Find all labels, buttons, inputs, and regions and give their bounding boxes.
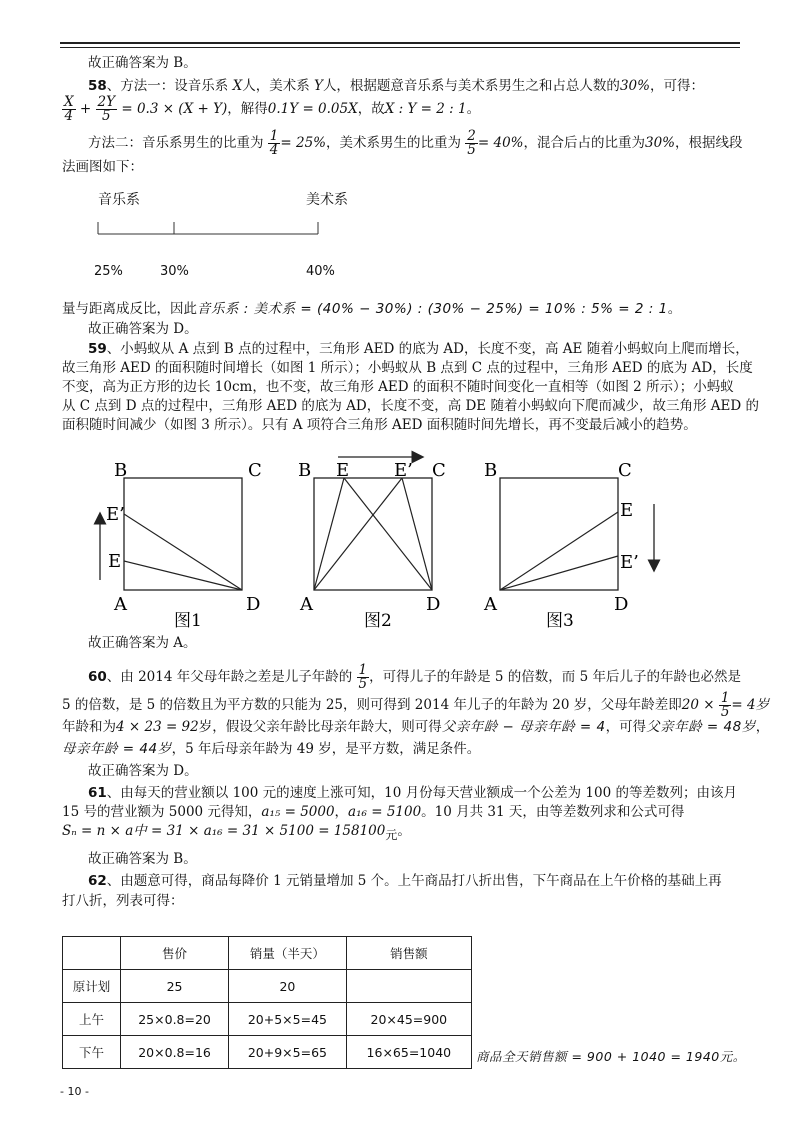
q60-line1: 60、由 2014 年父母年龄之差是儿子年龄的 $\frac{1}{5}$ ，可得儿子的年龄是 5 的倍数，而 5 年后儿子的年龄也必然是: [88, 662, 741, 692]
fraction: $\frac{X}{4}$: [64, 94, 74, 124]
caption-1: 图1: [174, 611, 202, 631]
q60-line2: 5 的倍数，是 5 的倍数且为平方数的只能为 25，则可得到 2014 年儿子的年龄为 20 岁，父母年龄差即20 × $\frac{1}{5}$ = 4岁: [62, 690, 770, 720]
q59-line1: 59、小蚂蚁从 A 点到 B 点的过程中，三角形 AED 的底为 AD，长度不变，高 AE 随着小蚂蚁向上爬而增长，: [88, 341, 749, 357]
table-cell: 20×45=900: [346, 1003, 471, 1036]
answer-59: 故正确答案为 A。: [88, 635, 197, 651]
q59-figures: [80, 448, 680, 638]
header-rule-thin: [60, 47, 740, 48]
figure-2: [298, 457, 446, 631]
q58-conclusion: 量与距离成反比，因此音乐系 : 美术系 = (40% − 30%) : (30% − 25%) = 10% : 5% = 2 : 1。: [62, 301, 682, 317]
answer-57: 故正确答案为 B。: [88, 55, 197, 71]
table-header-cell: 售价: [120, 937, 228, 970]
sales-table: [62, 936, 472, 1069]
table-cell: 20+5×5=45: [229, 1003, 347, 1036]
question-number: 61: [88, 785, 107, 801]
header-rule-thick: [60, 42, 740, 44]
q62-total: 商品全天销售额 = 900 + 1040 = 1940元。: [476, 1049, 746, 1064]
caption-3: 图3: [546, 611, 574, 631]
label-b: B: [298, 460, 312, 481]
label-e: E: [108, 551, 122, 572]
table-cell: 原计划: [63, 970, 121, 1003]
q59-line2: 故三角形 AED 的面积随时间增长（如图 1 所示）；小蚂蚁从 B 点到 C 点的过程中，三角形 AED 的底为 AD，长度: [62, 360, 753, 376]
table-cell: 20×0.8=16: [120, 1036, 228, 1069]
label-a: A: [300, 594, 313, 615]
q61-line1: 61、由每天的营业额以 100 元的速度上涨可知，10 月份每天营业额成一个公差为 100 的等差数列；由该月: [88, 785, 737, 801]
q58-line2: $\frac{X}{4}$ + $\frac{2Y}{5}$ = 0.3 × (X + Y)，解得0.1Y = 0.05X，故X : Y = 2 : 1。: [64, 94, 481, 124]
table-row: [63, 1003, 472, 1036]
table-cell: 25: [120, 970, 228, 1003]
q62-line2: 打八折，列表可得：: [62, 893, 184, 909]
label-c: C: [432, 460, 446, 481]
q58-method2-line1: 方法二：音乐系男生的比重为 $\frac{1}{4}$ = 25%，美术系男生的比重为 $\frac{2}{5}$ = 40%，混合后占的比重为30%，根据线段: [88, 128, 743, 158]
segment-value-25: 25%: [94, 264, 123, 279]
label-c: C: [618, 460, 632, 481]
table-header-cell: 销售额: [346, 937, 471, 970]
segment-ed: [344, 478, 432, 590]
segment-diagram: [90, 212, 330, 242]
table-cell: 20+9×5=65: [229, 1036, 347, 1069]
segment-value-30: 30%: [160, 264, 189, 279]
segment-ae2: [500, 556, 618, 590]
fraction: $\frac{1}{4}$: [269, 128, 279, 158]
answer-61: 故正确答案为 B。: [88, 851, 197, 867]
q60-line3: 年龄和为4 × 23 = 92岁，假设父亲年龄比母亲年龄大，则可得父亲年龄 − 母亲年龄 = 4，可得父亲年龄 = 48岁，: [62, 719, 770, 735]
label-e: E: [620, 500, 634, 521]
q60-line4: 母亲年龄 = 44岁，5 年后母亲年龄为 49 岁，是平方数，满足条件。: [62, 741, 481, 757]
label-b: B: [114, 460, 128, 481]
label-c: C: [248, 460, 262, 481]
label-a: A: [484, 594, 497, 615]
answer-60: 故正确答案为 D。: [88, 763, 198, 779]
label-a: A: [114, 594, 127, 615]
table-header-cell: [63, 937, 121, 970]
q58-line1: 58、方法一：设音乐系 X人，美术系 Y人，根据题意音乐系与美术系男生之和占总人数的30%，可得：: [88, 78, 704, 94]
segment-e2d: [402, 478, 432, 590]
segment-ae: [500, 512, 618, 590]
segment-label-art: 美术系: [306, 192, 348, 208]
fraction: $\frac{1}{5}$: [720, 690, 730, 720]
q58-method2-line2: 法画图如下：: [62, 159, 143, 175]
label-e-prime: E’: [620, 552, 639, 573]
table-row: [63, 970, 472, 1003]
label-d: D: [614, 594, 629, 615]
question-number: 58: [88, 78, 107, 94]
segment-label-music: 音乐系: [98, 192, 140, 208]
fraction: $\frac{1}{5}$: [358, 662, 368, 692]
segment-e2d: [124, 514, 242, 590]
table-header-row: [63, 937, 472, 970]
segment-ae: [314, 478, 344, 590]
figure-1: [100, 460, 262, 631]
label-d: D: [246, 594, 261, 615]
answer-58: 故正确答案为 D。: [88, 321, 198, 337]
question-number: 60: [88, 669, 107, 685]
fraction: $\frac{2}{5}$: [467, 128, 476, 158]
segment-value-40: 40%: [306, 264, 335, 279]
square-2: [314, 478, 432, 590]
page-number: - 10 -: [60, 1085, 89, 1098]
q61-line2: 15 号的营业额为 5000 元得知，a₁₅ = 5000，a₁₆ = 5100。10 月共 31 天，由等差数列求和公式可得: [62, 804, 685, 820]
label-d: D: [426, 594, 441, 615]
table-cell: 下午: [63, 1036, 121, 1069]
segment-ae2: [314, 478, 402, 590]
segment-ed: [124, 561, 242, 590]
table-row: [63, 1036, 472, 1069]
caption-2: 图2: [364, 611, 392, 631]
table-header-cell: 销量（半天）: [229, 937, 347, 970]
q59-line5: 面积随时间减少（如图 3 所示）。只有 A 项符合三角形 AED 面积随时间先增长，再不变最后减小的趋势。: [62, 417, 697, 433]
fraction: $\frac{2Y}{5}$: [97, 94, 116, 124]
q62-line1: 62、由题意可得，商品每降价 1 元销量增加 5 个。上午商品打八折出售，下午商品在上午价格的基础上再: [88, 873, 722, 889]
table-cell: 25×0.8=20: [120, 1003, 228, 1036]
label-e: E: [336, 460, 350, 481]
question-number: 62: [88, 873, 107, 889]
q61-line3: Sₙ = n × a中 = 31 × a₁₆ = 31 × 5100 = 158100元。: [62, 823, 411, 842]
label-b: B: [484, 460, 498, 481]
figure-3: [483, 460, 654, 631]
q59-line3: 不变，高为正方形的边长 10cm，也不变，故三角形 AED 的面积不随时间变化一直相等（如图 2 所示）；小蚂蚁: [62, 379, 734, 395]
label-e-prime: E’: [394, 460, 413, 481]
question-number: 59: [88, 341, 107, 357]
table-cell: [346, 970, 471, 1003]
q59-line4: 从 C 点到 D 点的过程中，三角形 AED 的底为 AD，长度不变，高 DE 随着小蚂蚁向下爬而减少，故三角形 AED 的: [62, 398, 759, 414]
table-cell: 20: [229, 970, 347, 1003]
label-e-prime: E’: [106, 504, 125, 525]
table-cell: 上午: [63, 1003, 121, 1036]
table-cell: 16×65=1040: [346, 1036, 471, 1069]
square-1: [124, 478, 242, 590]
